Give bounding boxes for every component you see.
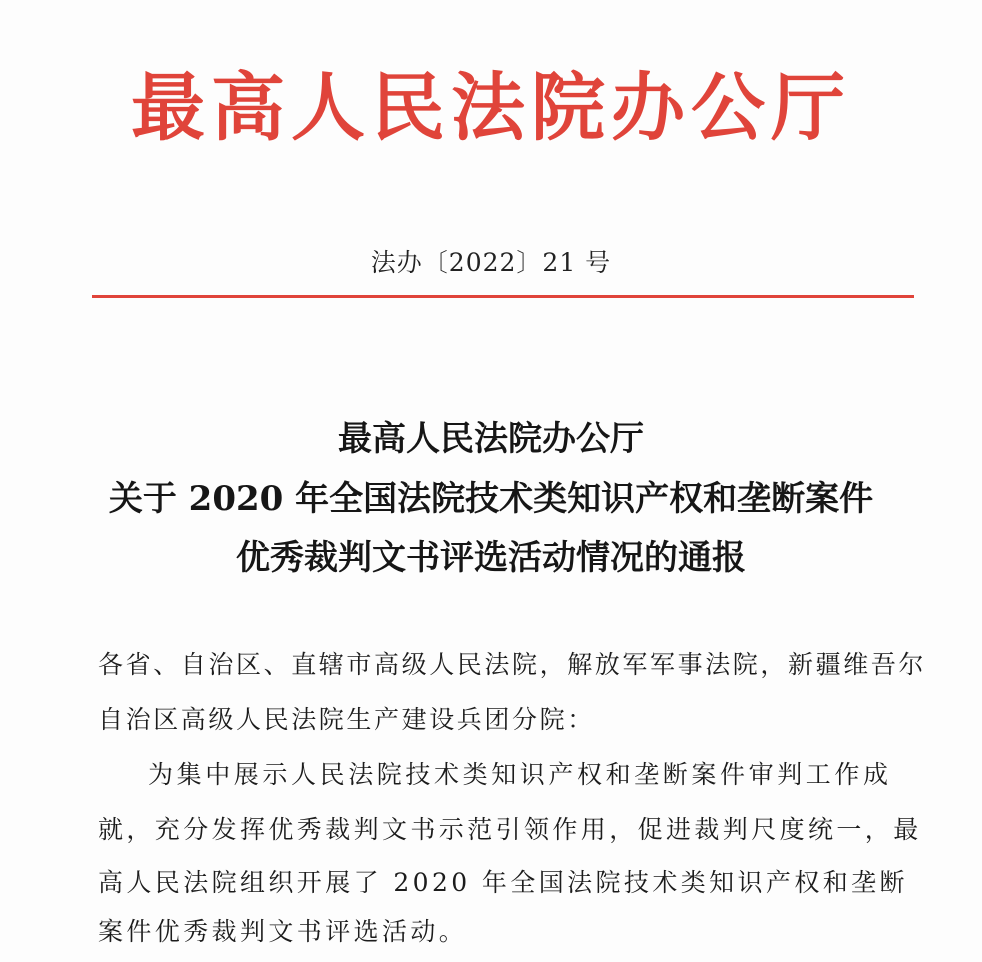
body-line: 自治区高级人民法院生产建设兵团分院：	[98, 705, 595, 734]
red-divider-line	[92, 295, 914, 298]
issuer-header: 最高人民法院办公厅	[131, 65, 851, 151]
title-line-2: 关于 2020 年全国法院技术类知识产权和垄断案件	[108, 479, 874, 519]
body-line: 案件优秀裁判文书评选活动。	[98, 917, 468, 946]
title-line-1: 最高人民法院办公厅	[338, 419, 644, 459]
body-line: 高人民法院组织开展了 2020 年全国法院技术类知识产权和垄断	[98, 868, 908, 897]
document-number: 法办〔2022〕21 号	[370, 248, 612, 277]
body-line: 就，充分发挥优秀裁判文书示范引领作用，促进裁判尺度统一，最	[98, 815, 922, 844]
title-line-3: 优秀裁判文书评选活动情况的通报	[236, 538, 746, 578]
body-line: 为集中展示人民法院技术类知识产权和垄断案件审判工作成	[148, 760, 892, 789]
body-line: 各省、自治区、直辖市高级人民法院，解放军军事法院，新疆维吾尔	[98, 650, 927, 679]
